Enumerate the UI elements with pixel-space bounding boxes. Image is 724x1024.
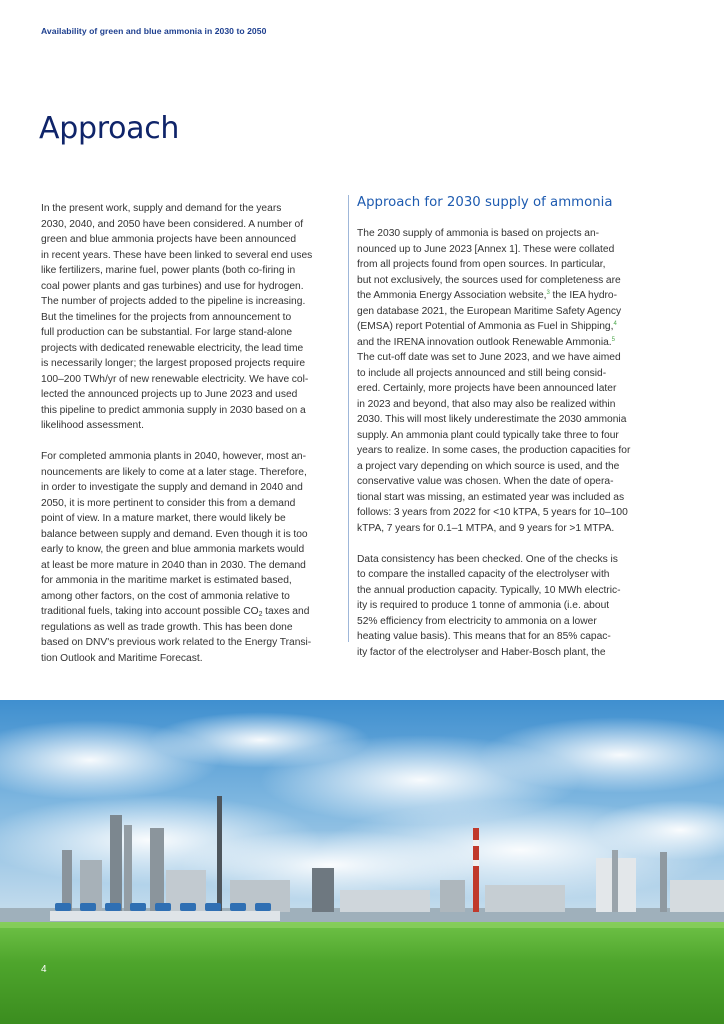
right-column <box>357 195 655 660</box>
storage-tanks <box>55 903 271 911</box>
left-paragraph-2: For completed ammonia plants in 2040, however, most an- nouncements are likely to come at a later stage. Therefore, in order to investigate the supply and demand in 2040 and 2050, it is more pertinent to consider this from a demand point of view. In a mature market, there would likely be balance between supply and demand. Even though it is too early to know, the green and blue ammonia markets would at least be more mature in 2040 than in 2030. The demand for ammonia in the maritime market is estimated based, among other factors, on the cost of ammonia relative to traditional fuels, taking into account possible $CO_2$ taxes and regulations as well as trade growth. This has been done based on DNV's previous work related to the Energy Transi- tion Outlook and Maritime Forecast. <box>41 451 312 664</box>
co2-subscript: 2 <box>258 611 263 618</box>
right-paragraph-2: Data consistency has been checked. One of the checks is to compare the installed capacity of the electrolyser with the annual production capacity. Typically, 10 MWh electric- ity is required to produce 1 tonne of ammonia (i.e. about 52% efficiency from electricity to ammonia on a lower heating value basis). This means that for an 85% capac- ity factor of the electrolyser and Haber-Bosch plant, the <box>357 553 621 658</box>
footnote-ref-3[interactable]: 3 <box>546 290 550 296</box>
page-number: 4 <box>41 964 47 975</box>
left-column <box>41 201 338 666</box>
footnote-ref-5[interactable]: 5 <box>611 336 615 343</box>
right-paragraph-1: The 2030 supply of ammonia is based on projects an- nounced up to June 2023 [Annex 1]. These were collated from all projects found from open sources. In particular, but not exclusively, the sources used for completeness are the Ammonia Energy Association website,$^3$ the IEA hydro- gen database 2021, the European Maritime Safety Agency (EMSA) report Potential of Ammonia as Fuel in Shipping,$^4$ and the IRENA innovation outlook Renewable Ammonia.$^5$ The cut-off date was set to June 2023, and we have aimed to include all projects announced and still being consid- ered. Certainly, more projects have been announced later in 2023 and beyond, that also may also be realized within 2030. This will most likely underestimate the 2030 ammonia supply. An ammonia plant could typically take three to four years to realize. In some cases, the production capacities for a project vary depending on which source is used, and the conservative value was chosen. When the date of opera- tional start was missing, an estimated year was included as follows: 3 years from 2022 for <10 kTPA, 5 years for 10–100 kTPA, 7 years for 0.1–1 MTPA, and 9 years for >1 MTPA. <box>357 228 631 534</box>
industrial-plant-photo <box>0 700 724 1024</box>
page-title: Approach <box>39 111 180 146</box>
column-divider <box>348 195 349 642</box>
footnote-ref-4[interactable]: 4 <box>613 321 617 327</box>
section-heading: Approach for 2030 supply of ammonia <box>357 195 613 210</box>
cooling-units <box>50 911 280 921</box>
left-paragraph-1: In the present work, supply and demand for the years 2030, 2040, and 2050 have been considered. A number of green and blue ammonia projects have been announced in recent years. These have been linked to several end uses like fertilizers, marine fuel, power plants (both co-firing in coal power plants and gas turbines) and use for hydrogen. The number of projects added to the pipeline is increasing. But the timelines for the projects from announcement to full production can be substantial. For large stand-alone projects with dedicated renewable electricity, the lead time is necessarily longer; the largest proposed projects require 100–200 TWh/yr of new renewable electricity. We have col- lected the announced projects up to June 2023 and used this pipeline to predict ammonia supply in 2030 based on a likelihood assessment. <box>41 203 313 431</box>
green-field <box>0 922 724 1024</box>
running-header: Availability of green and blue ammonia in 2030 to 2050 <box>41 26 267 36</box>
